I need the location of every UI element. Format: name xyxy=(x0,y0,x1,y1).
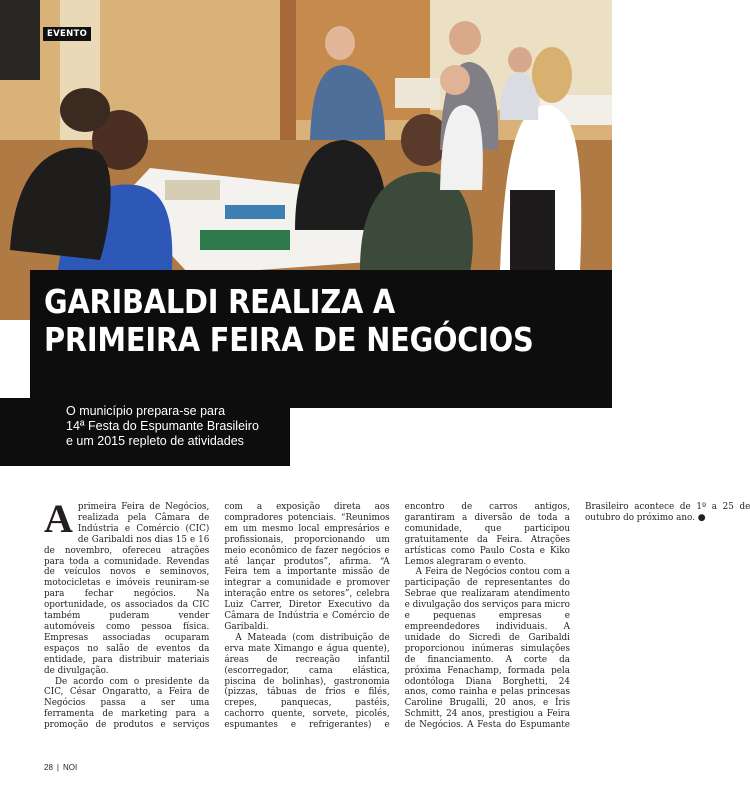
subtitle-line-2: 14ª Festa do Espumante Brasileiro xyxy=(66,419,259,433)
headline-line-2: PRIMEIRA FEIRA DE NEGÓCIOS xyxy=(44,320,534,359)
article-paragraph-text: A Feira de Negócios contou com a participação de representantes do Sebrae que realizaram atendimento e divulgação dos serviços para micro e pequenas empresas e empreendedores individuais. A unidade do Sicredi de Garibaldi proporcionou inúmeras simulações de financiamento. A corte da próxima Fenachamp, formada pela odontóloga Diana Borghetti, 24 anos, como rainha e pelas princesas Caroline Brugalli, 20 anos, e Íris Schmitt, 24 anos, prestigiou a Feira de Negócios. A Festa do Espumante Brasileiro acontece de 1º a 25 de outubro do próximo ano. xyxy=(404,502,750,731)
article-body xyxy=(44,496,750,732)
subtitle-line-1: O município prepara-se para xyxy=(66,404,226,418)
article-paragraph: A Mateada (com distribuição de erva mate Ximango e água quente), áreas de recreação infantil (escorregador, cama elástica, piscina de bolinhas), gastronomia (pizzas, tábuas de frios e filés, crepes, panquecas, pastéis, cachorro quente, sorvete, picolés, espumantes e refrigerantes) e encontro de carros antigos, garantiram a diversão de toda a comunidade, que participou gratuitamente da Feira. Atrações artísticas como Paulo Costa e Kiko Lemos alegraram o evento. xyxy=(224,502,570,731)
headline-line-1: GARIBALDI REALIZA A xyxy=(44,282,396,321)
article-paragraph: De acordo com o presidente da CIC, César Ongaratto, a Feira de Negócios passa a ser uma ferramenta de marketing para a promoção de produtos e serviços com a exposição direta aos compradores potenciais. “Reunimos em um mesmo local empresários e profissionais, proporcionando um meio econômico de fazer negócios e até lançar produtos”, afirma. “A Feira tem a importante missão de integrar a comunidade e promover interação entre os setores”, celebra Luiz Carrer, Diretor Executivo da Câmara de Indústria e Comércio de Garibaldi. xyxy=(44,502,390,731)
subtitle xyxy=(66,404,286,449)
page-number: 28 xyxy=(44,763,53,772)
folio-separator: | xyxy=(56,763,59,772)
page-footer xyxy=(44,763,77,772)
magazine-name: NOI xyxy=(62,763,78,772)
drop-cap: A xyxy=(44,496,73,541)
end-mark-icon: ● xyxy=(697,512,706,523)
headline xyxy=(44,283,587,359)
subtitle-line-3: e um 2015 repleto de atividades xyxy=(66,434,244,448)
article-paragraph xyxy=(44,496,210,677)
article-paragraph-text: primeira Feira de Negócios, realizada pela Câmara de Indústria e Comércio (CIC) de Garibaldi nos dias 15 e 16 de novembro, ofereceu atrações para toda a comunidade. Revendas de veículos novos e seminovos, motocicletas e imóveis reuniram-se para fechar negócios. Na oportunidade, os associados da CIC também puderam vender automóveis como pessoa física. Empresas associadas ocuparam espaços no salão de eventos da entidade, para distribuir materiais de divulgação. xyxy=(44,502,210,676)
section-tag: EVENTO xyxy=(43,27,91,41)
